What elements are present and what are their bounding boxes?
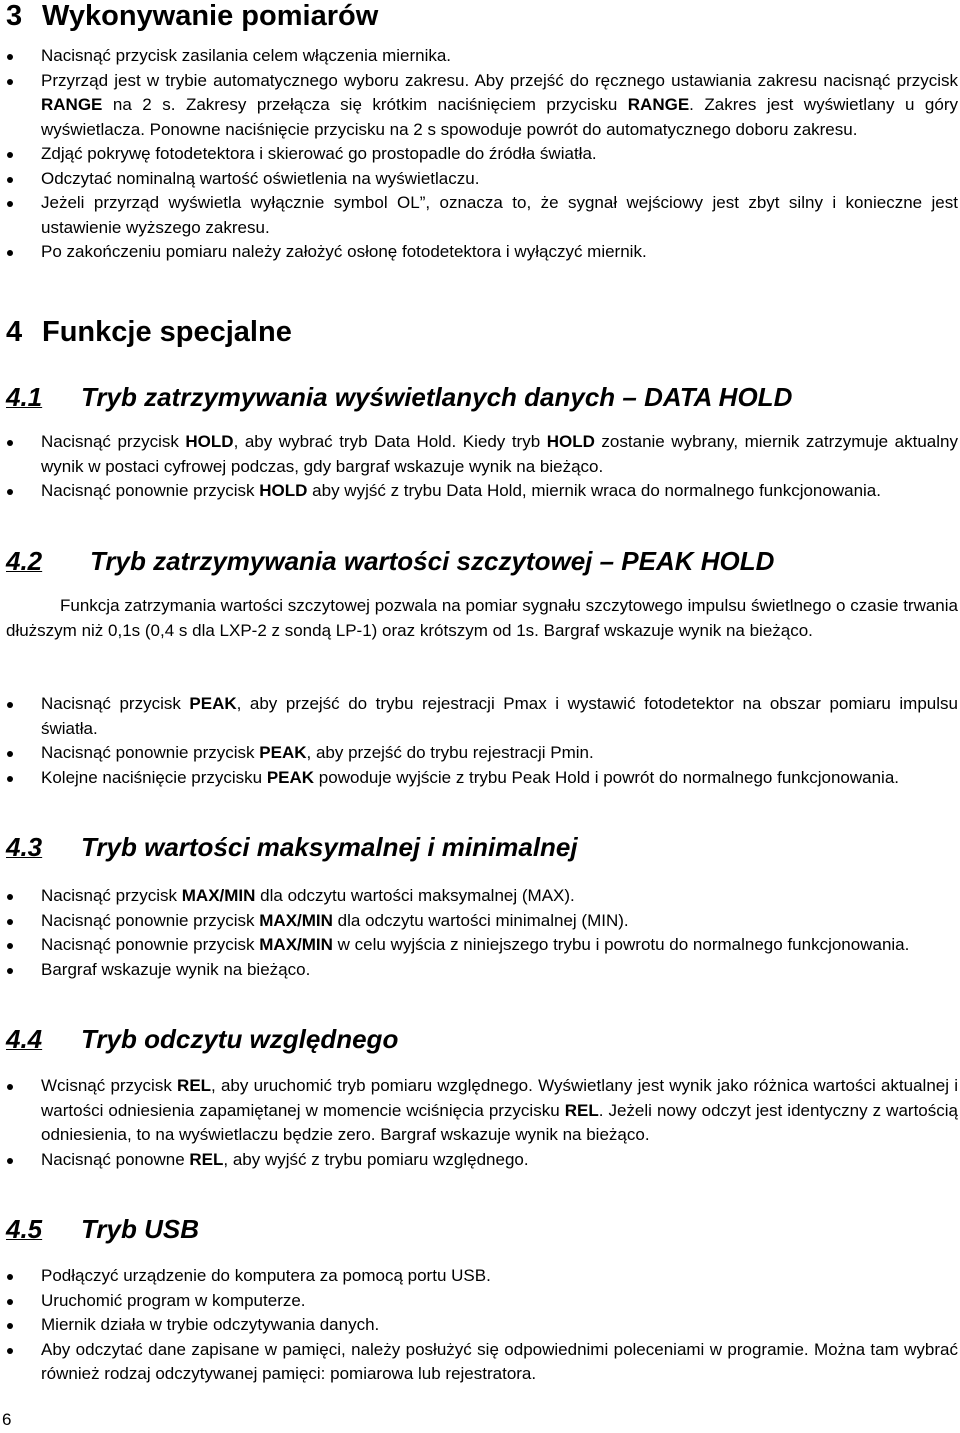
section-4-3-list <box>6 884 958 982</box>
section-4-4-heading <box>6 1024 398 1054</box>
list-item: Kolejne naciśnięcie przycisku PEAK powoduje wyjście z trybu Peak Hold i powrót do normalnego funkcjonowania. <box>6 766 958 791</box>
section-4-5-list <box>6 1264 958 1387</box>
list-item: Nacisnąć ponownie przycisk MAX/MIN w celu wyjścia z niniejszego trybu i powrotu do normalnego funkcjonowania. <box>6 933 958 958</box>
list-item: Po zakończeniu pomiaru należy założyć osłonę fotodetektora i wyłączyć miernik. <box>6 240 958 265</box>
section-title: Tryb zatrzymywania wartości szczytowej – PEAK HOLD <box>90 546 775 576</box>
section-number: 4 <box>6 316 23 348</box>
section-title: Tryb wartości maksymalnej i minimalnej <box>81 832 578 862</box>
section-3-list <box>6 44 958 265</box>
list-item: Przyrząd jest w trybie automatycznego wyboru zakresu. Aby przejść do ręcznego ustawiania zakresu nacisnąć przycisk RANGE na 2 s. Zakresy przełącza się krótkim naciśnięciem przycisku RANGE. Zakres jest wyświetlany u góry wyświetlacza. Ponowne naciśnięcie przycisku na 2 s spowoduje powrót do automatycznego doboru zakresu. <box>6 69 958 143</box>
list-item: Wcisnąć przycisk REL, aby uruchomić tryb pomiaru względnego. Wyświetlany jest wynik jako różnica wartości aktualnej i wartości odniesienia zapamiętanej w momencie wciśnięcia przycisku REL. Jeżeli nowy odczyt jest identyczny z wartością odniesienia, to na wyświetlaczu będzie zero. Bargraf wskazuje wynik na bieżąco. <box>6 1074 958 1148</box>
list-item: Nacisnąć ponownie przycisk MAX/MIN dla odczytu wartości minimalnej (MIN). <box>6 909 958 934</box>
section-3-heading <box>6 0 378 32</box>
section-4-5-heading <box>6 1214 199 1244</box>
section-4-1-list <box>6 430 958 504</box>
section-number: 4.4 <box>6 1024 43 1054</box>
list-item: Odczytać nominalną wartość oświetlenia na wyświetlaczu. <box>6 167 958 192</box>
list-item: Nacisnąć przycisk PEAK, aby przejść do trybu rejestracji Pmax i wystawić fotodetektor na obszar pomiaru impulsu światła. <box>6 692 958 741</box>
list-item: Jeżeli przyrząd wyświetla wyłącznie symbol OL”, oznacza to, że sygnał wejściowy jest zbyt silny i konieczne jest ustawienie wyższego zakresu. <box>6 191 958 240</box>
section-number: 4.5 <box>6 1214 43 1244</box>
section-number: 4.3 <box>6 832 43 862</box>
section-4-1-heading <box>6 382 792 412</box>
list-item: Aby odczytać dane zapisane w pamięci, należy posłużyć się odpowiednimi poleceniami w programie. Można tam wybrać również rodzaj odczytywanej pamięci: pomiarowa lub rejestratora. <box>6 1338 958 1387</box>
section-number: 4.2 <box>6 546 43 576</box>
section-title: Tryb odczytu względnego <box>81 1024 399 1054</box>
page-number: 6 <box>2 1410 12 1429</box>
peak-hold-description: Funkcja zatrzymania wartości szczytowej pozwala na pomiar sygnału szczytowego impulsu świetlnego o czasie trwania dłuższym niż 0,1s (0,4 s dla LXP-2 z sondą LP-1) oraz krótszym od 1s. Bargraf wskazuje wynik na bieżąco. <box>6 596 958 640</box>
list-item: Uruchomić program w komputerze. <box>6 1289 958 1314</box>
list-item: Bargraf wskazuje wynik na bieżąco. <box>6 958 958 983</box>
section-title: Tryb zatrzymywania wyświetlanych danych – DATA HOLD <box>81 382 793 412</box>
section-title: Tryb USB <box>81 1214 199 1244</box>
section-title: Funkcje specjalne <box>42 316 292 348</box>
list-item: Miernik działa w trybie odczytywania danych. <box>6 1313 958 1338</box>
list-item: Nacisnąć przycisk zasilania celem włączenia miernika. <box>6 44 958 69</box>
section-number: 3 <box>6 0 23 32</box>
list-item: Zdjąć pokrywę fotodetektora i skierować go prostopadle do źródła światła. <box>6 142 958 167</box>
list-item: Nacisnąć ponownie przycisk PEAK, aby przejść do trybu rejestracji Pmin. <box>6 741 958 766</box>
list-item: Nacisnąć ponowne REL, aby wyjść z trybu pomiaru względnego. <box>6 1148 958 1173</box>
list-item: Nacisnąć przycisk MAX/MIN dla odczytu wartości maksymalnej (MAX). <box>6 884 958 909</box>
list-item: Podłączyć urządzenie do komputera za pomocą portu USB. <box>6 1264 958 1289</box>
list-item: Nacisnąć przycisk HOLD, aby wybrać tryb Data Hold. Kiedy tryb HOLD zostanie wybrany, miernik zatrzymuje aktualny wynik w postaci cyfrowej podczas, gdy bargraf wskazuje wynik na bieżąco. <box>6 430 958 479</box>
section-4-heading <box>6 316 292 348</box>
section-4-4-list <box>6 1074 958 1172</box>
section-number: 4.1 <box>6 382 43 412</box>
section-title: Wykonywanie pomiarów <box>42 0 379 32</box>
section-4-2-heading <box>6 546 774 576</box>
section-4-3-heading <box>6 832 578 862</box>
list-item: Nacisnąć ponownie przycisk HOLD aby wyjść z trybu Data Hold, miernik wraca do normalnego funkcjonowania. <box>6 479 958 504</box>
section-4-2-list <box>6 692 958 790</box>
